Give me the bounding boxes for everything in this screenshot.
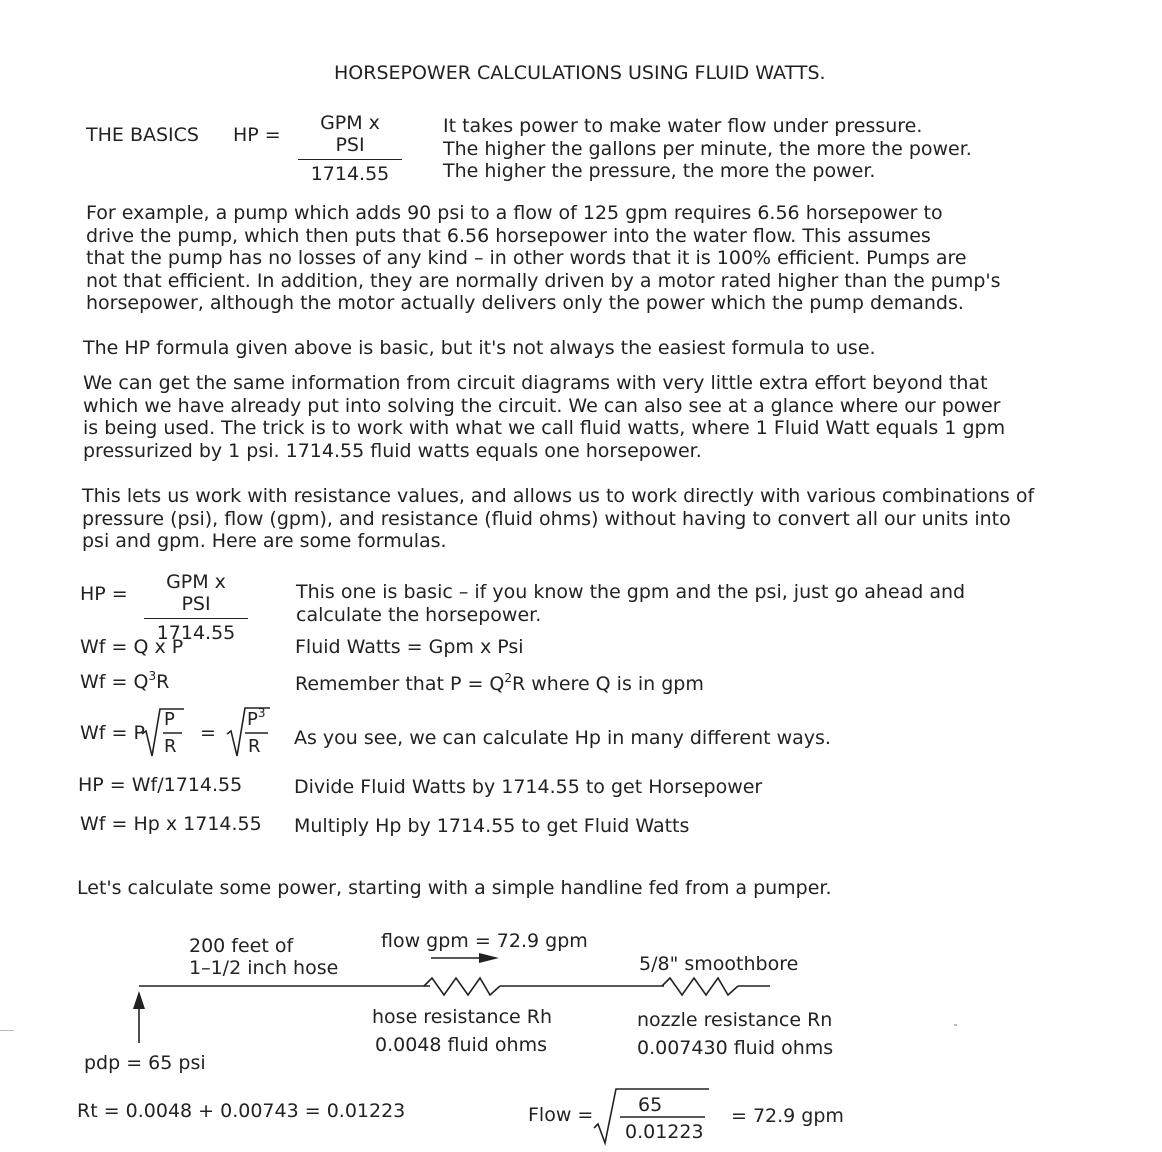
hose-resistor-symbol [424, 978, 500, 995]
hose-resistance-line: hose resistance Rh [372, 1006, 553, 1028]
basics-denominator: 1714.55 [310, 163, 390, 185]
flow-result: = 72.9 gpm [731, 1105, 844, 1127]
flow-formula-lhs: Flow = [528, 1104, 594, 1126]
radical-inner-numerator: P [164, 709, 175, 730]
page-title: HORSEPOWER CALCULATIONS USING FLUID WATTS. [334, 62, 826, 84]
formula-desc-line: calculate the horsepower. [296, 603, 542, 626]
hose-label-line: 200 feet of [189, 935, 294, 957]
formula-desc-line: This one is basic – if you know the gpm and the psi, just go ahead and [296, 581, 966, 603]
flow-arrow-head [479, 953, 499, 963]
paragraph-line: not that efficient. In addition, they are normally driven by a motor rated higher than the pump's [86, 269, 1001, 292]
exponent: 2 [504, 671, 513, 685]
exponent: 3 [148, 669, 157, 683]
flow-radical-sign [594, 1089, 709, 1143]
paragraph-line: which we have already put into solving the circuit. We can also see at a glance where our power [83, 394, 1001, 417]
formula-hp-numerator: GPM x PSI [144, 571, 248, 619]
basics-label: THE BASICS [86, 124, 199, 146]
basics-line: The higher the pressure, the more the power. [443, 160, 876, 182]
hose-label-line: 1–1/2 inch hose [189, 957, 339, 979]
formula-lhs: Wf = Q [80, 671, 149, 693]
paragraph-line: This lets us work with resistance values, and allows us to work directly with various combinations of [82, 485, 1035, 507]
formula-wf-hp-description: Multiply Hp by 1714.55 to get Fluid Watts [294, 815, 690, 837]
basic-formula-note: The HP formula given above is basic, but it's not always the easiest formula to use. [83, 337, 876, 359]
formula-rhs: R [156, 671, 170, 693]
paragraph-line: horsepower, although the motor actually delivers only the power which the pump demands. [86, 292, 964, 314]
paragraph-line: pressure (psi), flow (gpm), and resistance (fluid ohms) without having to convert all our units into [82, 507, 1011, 530]
pump-arrow-head [133, 991, 145, 1009]
desc-pre: Remember that P = Q [295, 673, 505, 695]
formula-wf-hp: Wf = Hp x 1714.55 [80, 813, 262, 835]
radical-outer-p: P [247, 709, 258, 730]
scan-mark [0, 1030, 14, 1031]
total-resistance: Rt = 0.0048 + 0.00743 = 0.01223 [77, 1100, 406, 1122]
paragraph-line: that the pump has no losses of any kind – in other words that it is 100% efficient. Pumps are [86, 247, 967, 269]
nozzle-type-label: 5/8" smoothbore [639, 953, 799, 975]
nozzle-resistance-line: 0.007430 fluid ohms [637, 1037, 834, 1059]
desc-post: R where Q is in gpm [512, 673, 704, 695]
handline-intro: Let's calculate some power, starting with a simple handline fed from a pumper. [77, 877, 832, 899]
radical-inner-denominator: R [164, 736, 177, 757]
formula-wf-radical-lhs: Wf = P [80, 722, 145, 744]
flow-radical-denominator: 0.01223 [625, 1121, 704, 1143]
radical-equals: = [200, 722, 216, 744]
formula-wf-qp-description: Fluid Watts = Gpm x Psi [295, 636, 524, 658]
basics-numerator: GPM x PSI [298, 112, 402, 160]
pump-discharge-pressure: pdp = 65 psi [84, 1052, 206, 1074]
formula-hp-lhs: HP = [80, 583, 128, 605]
formula-wf-radical-description: As you see, we can calculate Hp in many different ways. [294, 727, 831, 749]
radical-sign-outer [227, 708, 270, 756]
paragraph-line: psi and gpm. Here are some formulas. [82, 530, 447, 552]
paragraph-line: pressurized by 1 psi. 1714.55 fluid watts equals one horsepower. [83, 439, 702, 462]
formula-wf-qp: Wf = Q x P [80, 636, 184, 658]
paragraph-line: drive the pump, which then puts that 6.56 horsepower into the water flow. This assumes [86, 224, 931, 247]
formula-hp-wf-description: Divide Fluid Watts by 1714.55 to get Horsepower [294, 776, 763, 798]
basics-line: It takes power to make water flow under pressure. [443, 115, 923, 137]
paragraph-line: For example, a pump which adds 90 psi to a flow of 125 gpm requires 6.56 horsepower to [86, 202, 943, 224]
scan-mark [954, 1024, 957, 1026]
flow-label: flow gpm = 72.9 gpm [381, 930, 588, 952]
radical-outer-denominator: R [248, 736, 261, 757]
hose-resistance-line: 0.0048 fluid ohms [375, 1034, 547, 1056]
nozzle-resistor-symbol [662, 978, 738, 995]
basics-line: The higher the gallons per minute, the more the power. [443, 137, 972, 160]
flow-radical-numerator: 65 [638, 1094, 663, 1116]
formula-hp-denominator: 1714.55 [156, 622, 236, 644]
paragraph-line: is being used. The trick is to work with what we call fluid watts, where 1 Fluid Watt equals 1 gpm [83, 417, 1006, 439]
basics-formula-lhs: HP = [233, 124, 281, 146]
exponent: 3 [257, 706, 266, 720]
paragraph-line: We can get the same information from circuit diagrams with very little extra effort beyond that [83, 372, 988, 394]
nozzle-resistance-line: nozzle resistance Rn [637, 1009, 833, 1031]
formula-hp-wf: HP = Wf/1714.55 [78, 774, 243, 796]
